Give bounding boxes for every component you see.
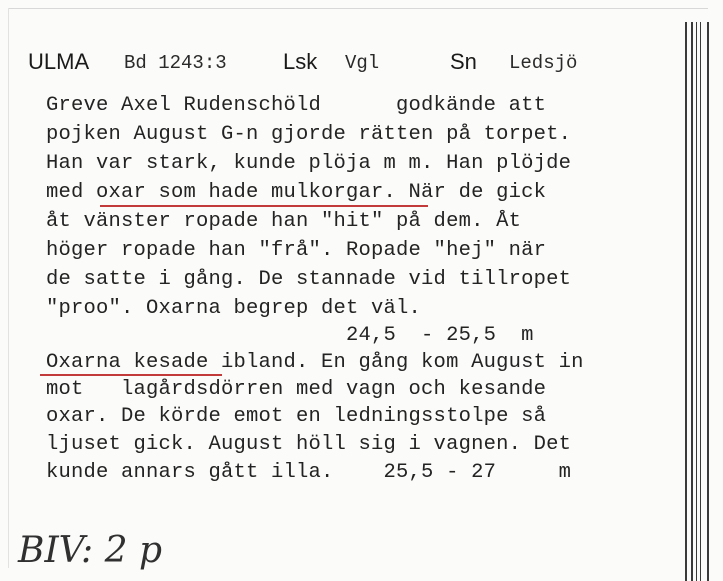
- text-line-4: med oxar som hade mulkorgar. När de gick: [46, 181, 547, 204]
- lsk-label: Lsk: [283, 49, 318, 74]
- text-line-1: Greve Axel Rudenschöld godkände att: [46, 94, 547, 117]
- text-line-5: åt vänster ropade han "hit" på dem. Åt: [46, 210, 522, 233]
- volume-number: Bd 1243:3: [124, 52, 227, 74]
- red-underline-oxarna-kesade: [40, 374, 222, 376]
- text-line-9: 24,5 - 25,5 m: [46, 324, 534, 347]
- red-underline-mulkorgar: [100, 205, 428, 207]
- text-line-8: "proo". Oxarna begrep det väl.: [46, 297, 422, 320]
- text-line-6: höger ropade han "frå". Ropade "hej" när: [46, 239, 547, 262]
- sn-value: Ledsjö: [509, 52, 578, 74]
- text-line-12: oxar. De körde emot en ledningsstolpe så: [46, 405, 547, 428]
- text-line-14: kunde annars gått illa. 25,5 - 27 m: [46, 461, 572, 484]
- sn-label: Sn: [450, 49, 477, 74]
- handwritten-note: BIV: 2 p: [18, 530, 163, 571]
- text-line-7: de satte i gång. De stannade vid tillropet: [46, 268, 572, 291]
- text-line-11: mot lagårdsdörren med vagn och kesande: [46, 378, 547, 401]
- card-left-border: [8, 8, 9, 568]
- archive-code: ULMA: [28, 49, 90, 74]
- card-edge-marks: [683, 22, 713, 581]
- text-line-3: Han var stark, kunde plöja m m. Han plöjde: [46, 152, 572, 175]
- lsk-value: Vgl: [345, 52, 380, 74]
- text-line-10: Oxarna kesade ibland. En gång kom August in: [46, 351, 584, 374]
- text-line-2: pojken August G-n gjorde rätten på torpet.: [46, 123, 572, 146]
- text-line-13: ljuset gick. August höll sig i vagnen. Det: [46, 433, 572, 456]
- card-top-border: [8, 8, 708, 9]
